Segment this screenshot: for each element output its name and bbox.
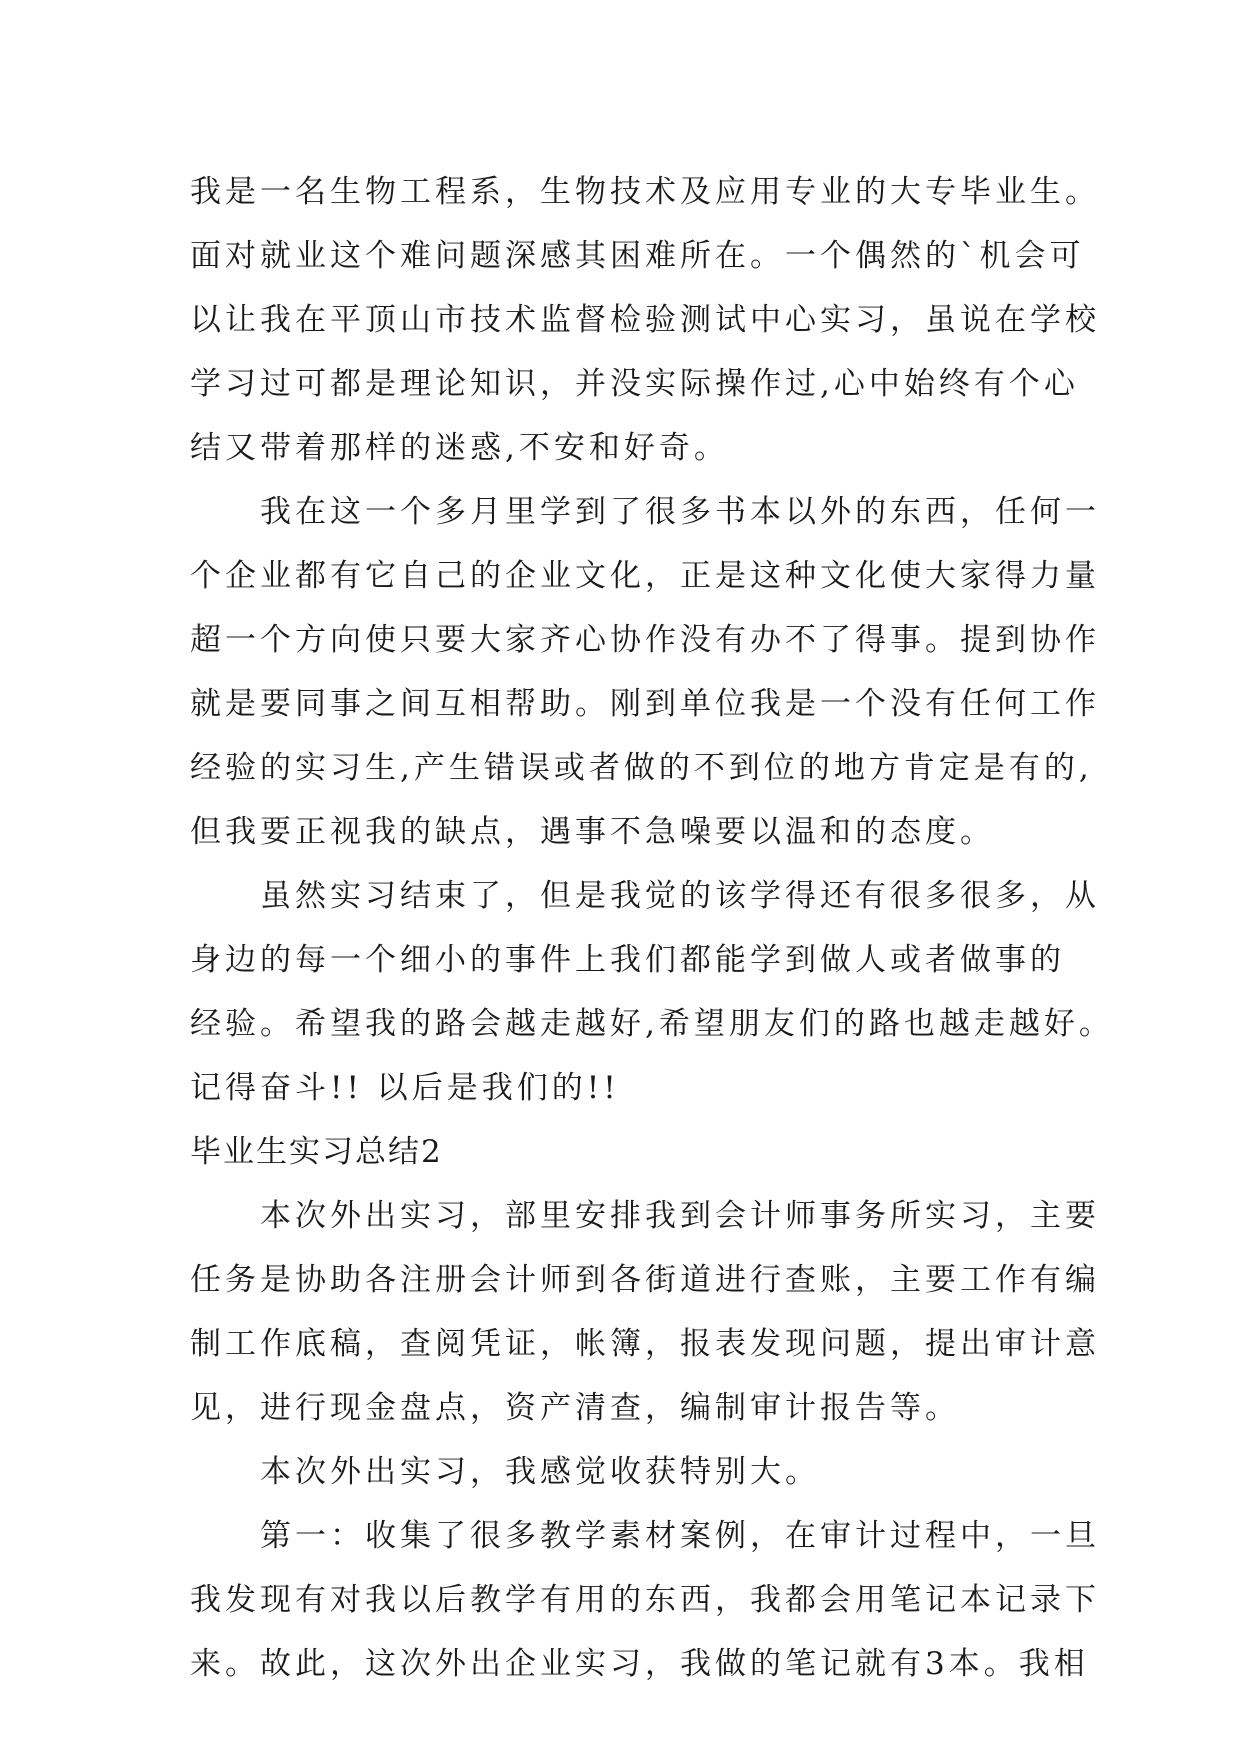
text-line: 经验。希望我的路会越走越好,希望朋友们的路也越走越好。	[190, 1006, 1114, 1042]
text-line: 我发现有对我以后教学有用的东西，我都会用笔记本记录下	[190, 1582, 1100, 1618]
text-line: 来。故此，这次外出企业实习，我做的笔记就有3本。我相	[190, 1646, 1089, 1682]
text-line: 面对就业这个难问题深感其困难所在。一个偶然的`机会可	[190, 238, 1085, 274]
paragraph-start-line: 我在这一个多月里学到了很多书本以外的东西，任何一	[260, 494, 1100, 530]
text-line: 记得奋斗!! 以后是我们的!!	[190, 1070, 620, 1106]
text-line: 以让我在平顶山市技术监督检验测试中心实习，虽说在学校	[190, 302, 1100, 338]
text-line: 但我要正视我的缺点，遇事不急噪要以温和的态度。	[190, 814, 995, 850]
text-line: 我是一名生物工程系，生物技术及应用专业的大专毕业生。	[190, 174, 1100, 210]
text-line: 任务是协助各注册会计师到各街道进行查账，主要工作有编	[190, 1262, 1100, 1298]
paragraph-start-line: 虽然实习结束了，但是我觉的该学得还有很多很多，从	[260, 878, 1100, 914]
section-heading: 毕业生实习总结2	[190, 1134, 443, 1170]
text-line: 超一个方向使只要大家齐心协作没有办不了得事。提到协作	[190, 622, 1100, 658]
text-line: 个企业都有它自己的企业文化，正是这种文化使大家得力量	[190, 558, 1100, 594]
paragraph-start-line: 第一：收集了很多教学素材案例，在审计过程中，一旦	[260, 1518, 1100, 1554]
text-line: 结又带着那样的迷惑,不安和好奇。	[190, 430, 729, 466]
text-line: 就是要同事之间互相帮助。刚到单位我是一个没有任何工作	[190, 686, 1100, 722]
text-line: 见，进行现金盘点，资产清查，编制审计报告等。	[190, 1390, 960, 1426]
paragraph-start-line: 本次外出实习，部里安排我到会计师事务所实习，主要	[260, 1198, 1100, 1234]
document-body	[190, 160, 1114, 1696]
text-line: 身边的每一个细小的事件上我们都能学到做人或者做事的	[190, 942, 1065, 978]
paragraph-start-line: 本次外出实习，我感觉收获特别大。	[260, 1454, 820, 1490]
text-line: 经验的实习生,产生错误或者做的不到位的地方肯定是有的,	[190, 750, 1093, 786]
text-line: 制工作底稿，查阅凭证，帐簿，报表发现问题，提出审计意	[190, 1326, 1100, 1362]
text-line: 学习过可都是理论知识，并没实际操作过,心中始终有个心	[190, 366, 1079, 402]
